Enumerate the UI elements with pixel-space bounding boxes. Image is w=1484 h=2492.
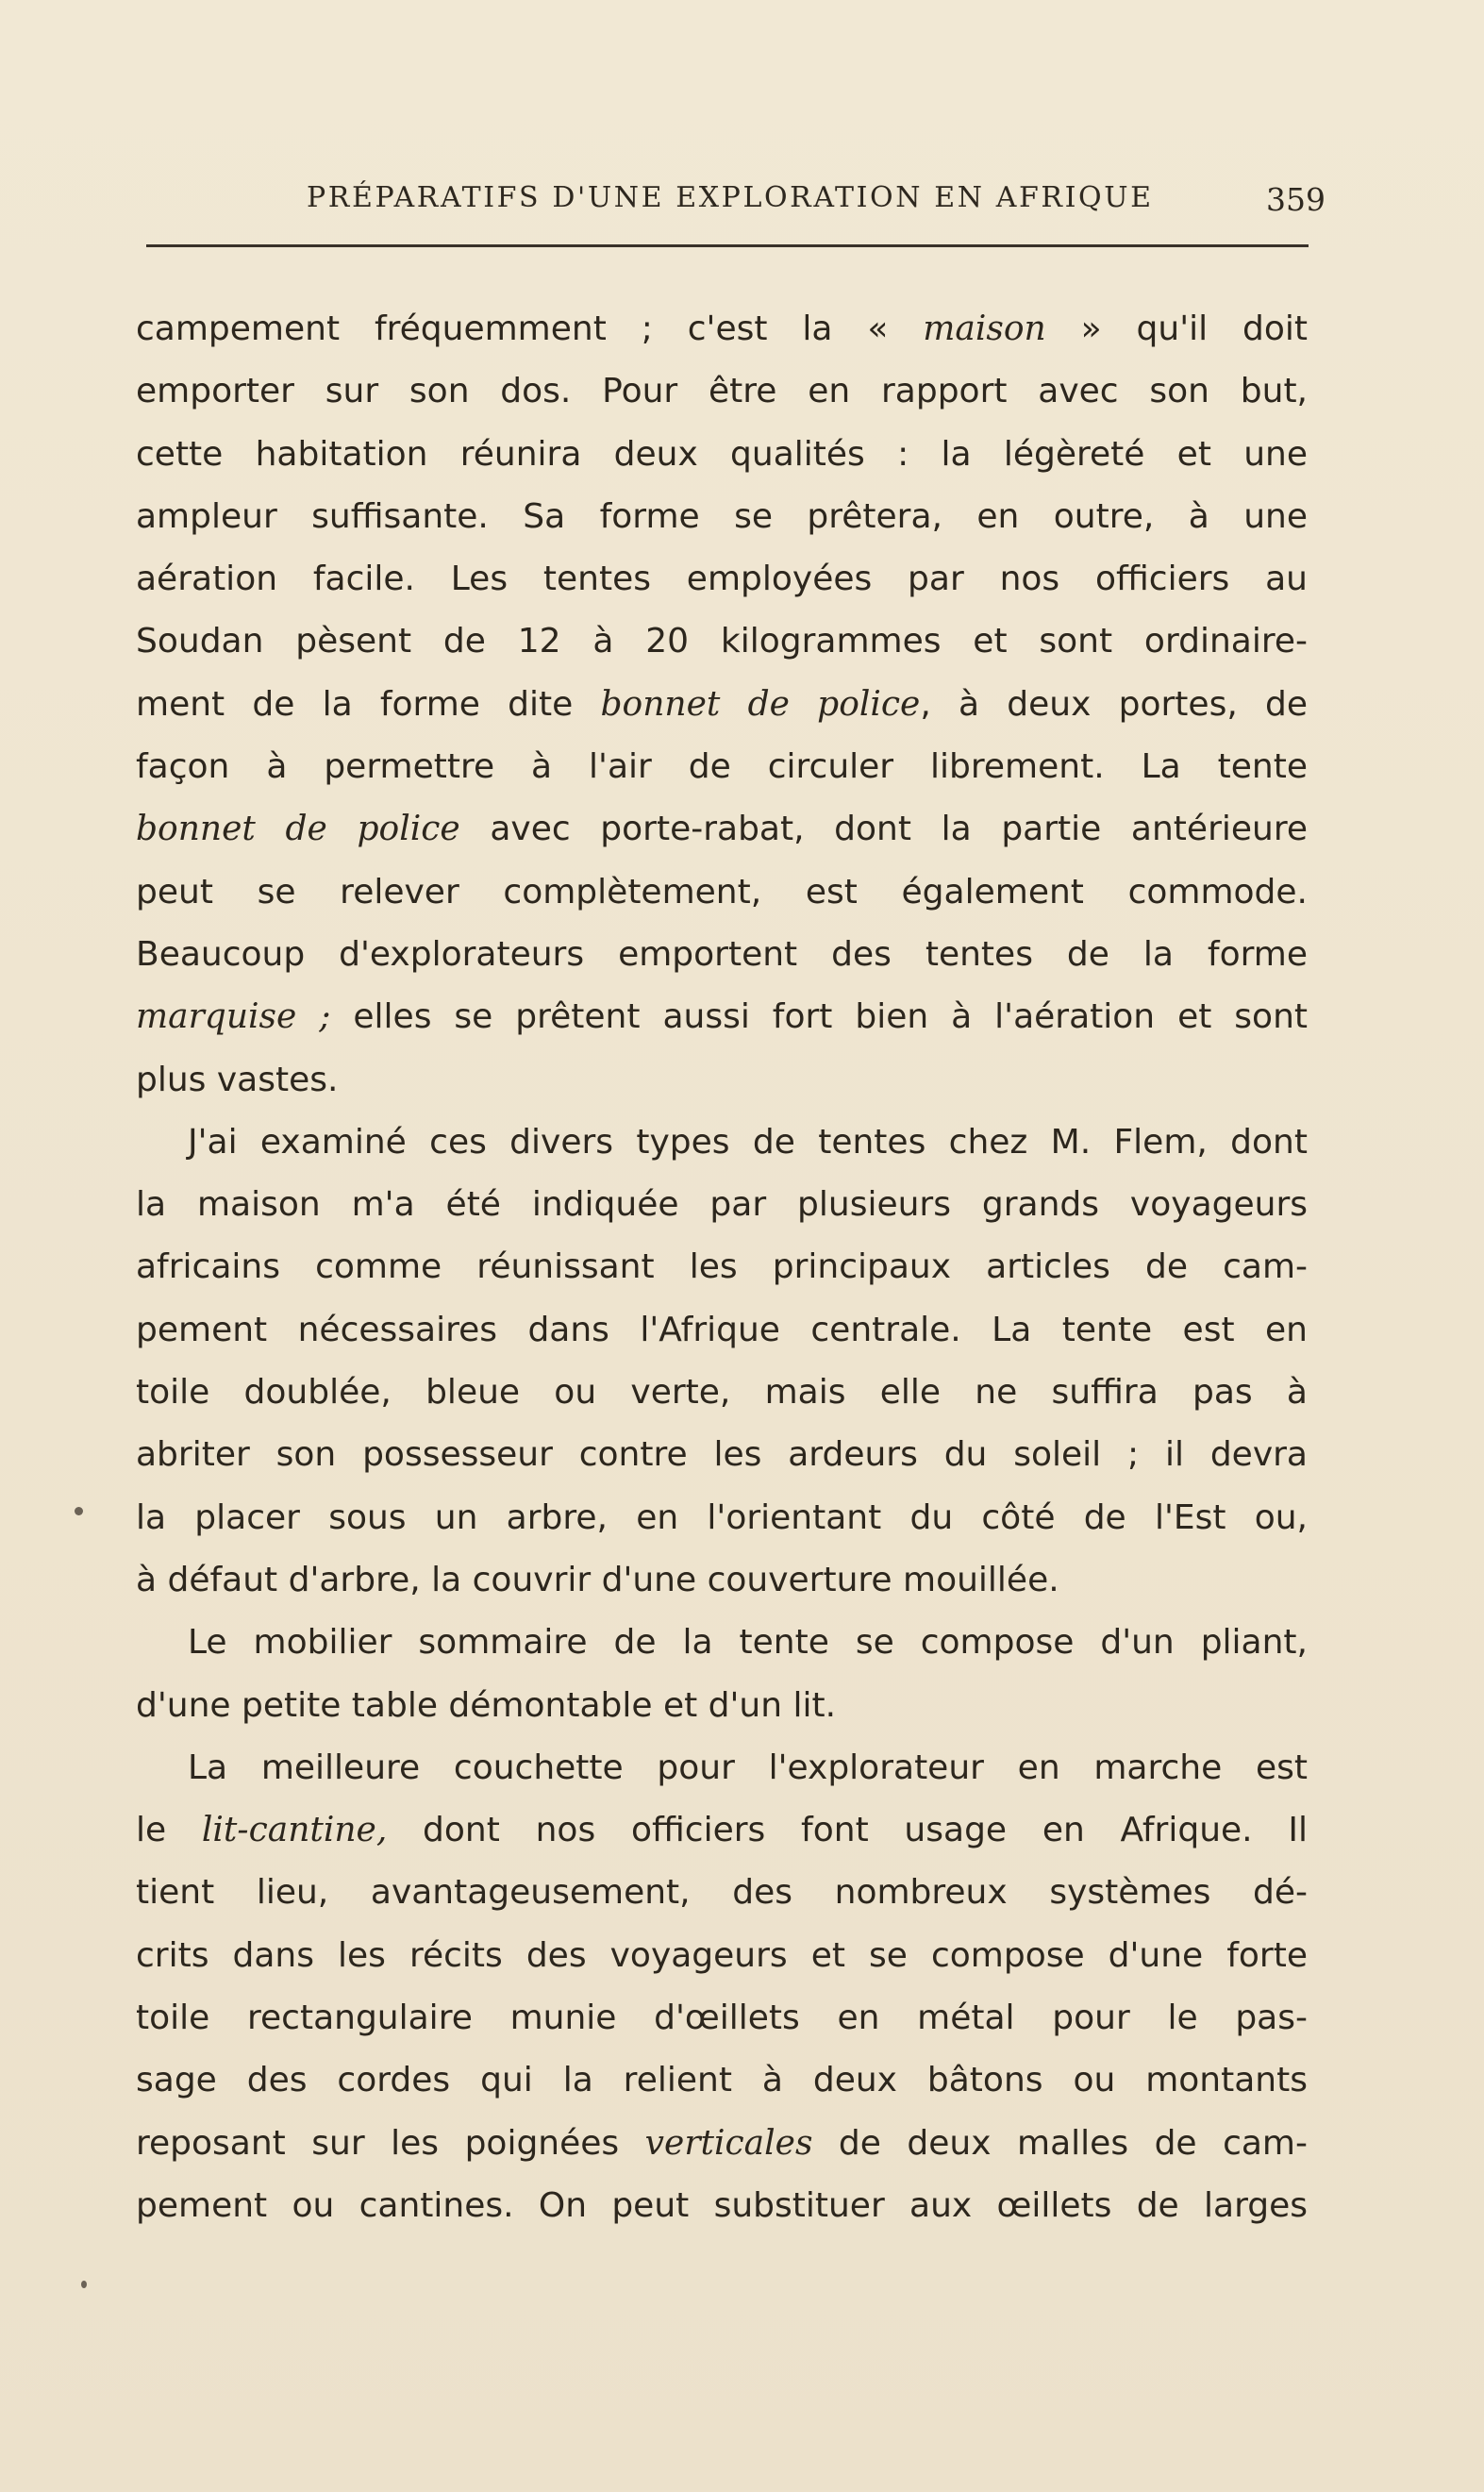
text-line — [136, 1236, 1308, 1298]
text-segment: le — [136, 1811, 202, 1850]
italic-term: marquise ; — [136, 997, 331, 1037]
text-segment: Le mobilier sommaire de la tente se compose d'un pliant, — [188, 1623, 1308, 1663]
text-segment: tient lieu, avantageusement, des nombreux systèmes dé- — [136, 1873, 1308, 1913]
text-segment: , à deux portes, de — [920, 684, 1308, 724]
text-line — [136, 986, 1308, 1048]
text-line — [136, 1549, 1308, 1612]
text-segment: peut se relever complètement, est également commode. — [136, 872, 1308, 912]
margin-speck — [81, 2281, 87, 2288]
text-line — [136, 1799, 1308, 1862]
text-segment: crits dans les récits des voyageurs et se compose d'une forte — [136, 1935, 1308, 1975]
text-segment: cette habitation réunira deux qualités : la légèreté et une — [136, 434, 1308, 474]
text-line — [136, 736, 1308, 798]
text-segment: abriter son possesseur contre les ardeurs du soleil ; il devra — [136, 1435, 1308, 1475]
text-segment: plus vastes. — [136, 1060, 339, 1099]
text-line — [136, 1987, 1308, 2049]
text-segment: toile doublée, bleue ou verte, mais elle ne suffira pas à — [136, 1373, 1308, 1413]
text-line — [136, 2049, 1308, 2112]
italic-term: verticales — [644, 2123, 813, 2163]
text-segment: d'une petite table démontable et d'un lit. — [136, 1685, 837, 1725]
text-segment: dont nos officiers font usage en Afrique. Il — [387, 1811, 1308, 1850]
text-segment: J'ai examiné ces divers types de tentes chez M. Flem, dont — [188, 1122, 1308, 1162]
text-segment: pement ou cantines. On peut substituer aux œillets de larges — [136, 2185, 1308, 2225]
text-line — [136, 861, 1308, 924]
text-segment: toile rectangulaire munie d'œillets en métal pour le pas- — [136, 1999, 1308, 2038]
text-segment: à défaut d'arbre, la couvrir d'une couverture mouillée. — [136, 1560, 1059, 1599]
text-line — [136, 1612, 1308, 1674]
text-line — [136, 924, 1308, 986]
text-segment: reposant sur les poignées — [136, 2123, 645, 2163]
text-segment: Soudan pèsent de 12 à 20 kilogrammes et sont ordinaire- — [136, 622, 1308, 661]
text-line — [136, 798, 1308, 861]
text-segment: campement fréquemment ; c'est la « — [136, 309, 924, 348]
italic-term: lit-cantine, — [201, 1811, 388, 1850]
header-rule — [146, 244, 1309, 247]
text-line — [136, 486, 1308, 548]
page-header — [307, 181, 1326, 228]
text-line — [136, 1737, 1308, 1799]
text-segment: emporter sur son dos. Pour être en rapport avec son but, — [136, 372, 1308, 411]
margin-speck — [75, 1507, 83, 1515]
text-line — [136, 2113, 1308, 2175]
text-segment: la maison m'a été indiquée par plusieurs grands voyageurs — [136, 1185, 1308, 1225]
italic-term: bonnet de police — [136, 810, 460, 849]
italic-term: bonnet de police — [600, 684, 921, 724]
running-title: PRÉPARATIFS D'UNE EXPLORATION EN AFRIQUE — [307, 181, 1154, 214]
text-line — [136, 1424, 1308, 1486]
text-segment: ment de la forme dite — [136, 684, 601, 724]
page-number: 359 — [1266, 181, 1326, 218]
text-line — [136, 1174, 1308, 1236]
text-line — [136, 1049, 1308, 1112]
text-segment: ampleur suffisante. Sa forme se prêtera, en outre, à une — [136, 496, 1308, 536]
text-line — [136, 1362, 1308, 1424]
text-line — [136, 2175, 1308, 2237]
italic-term: maison — [923, 309, 1046, 348]
text-segment: la placer sous un arbre, en l'orientant du côté de l'Est ou, — [136, 1497, 1308, 1537]
text-segment: » qu'il doit — [1045, 309, 1309, 348]
text-line — [136, 548, 1308, 610]
text-segment: sage des cordes qui la relient à deux bâtons ou montants — [136, 2061, 1308, 2100]
text-line — [136, 1925, 1308, 1987]
body-text — [136, 298, 1308, 2237]
text-line — [136, 1862, 1308, 1924]
text-line — [136, 674, 1308, 736]
text-segment: de deux malles de cam- — [812, 2123, 1308, 2163]
text-segment: avec porte-rabat, dont la partie antérieure — [459, 810, 1308, 849]
text-line — [136, 424, 1308, 486]
text-line — [136, 610, 1308, 673]
text-line — [136, 1112, 1308, 1174]
text-segment: aération facile. Les tentes employées par nos officiers au — [136, 560, 1308, 599]
text-line — [136, 360, 1308, 423]
text-line — [136, 1299, 1308, 1362]
text-segment: La meilleure couchette pour l'explorateur en marche est — [188, 1748, 1308, 1787]
text-line — [136, 1487, 1308, 1549]
text-segment: elles se prêtent aussi fort bien à l'aération et sont — [330, 997, 1309, 1037]
text-segment: façon à permettre à l'air de circuler librement. La tente — [136, 747, 1308, 787]
text-line — [136, 298, 1308, 360]
text-line — [136, 1675, 1308, 1737]
text-segment: africains comme réunissant les principaux articles de cam- — [136, 1247, 1308, 1287]
text-segment: pement nécessaires dans l'Afrique centrale. La tente est en — [136, 1310, 1308, 1349]
text-segment: Beaucoup d'explorateurs emportent des tentes de la forme — [136, 934, 1308, 974]
